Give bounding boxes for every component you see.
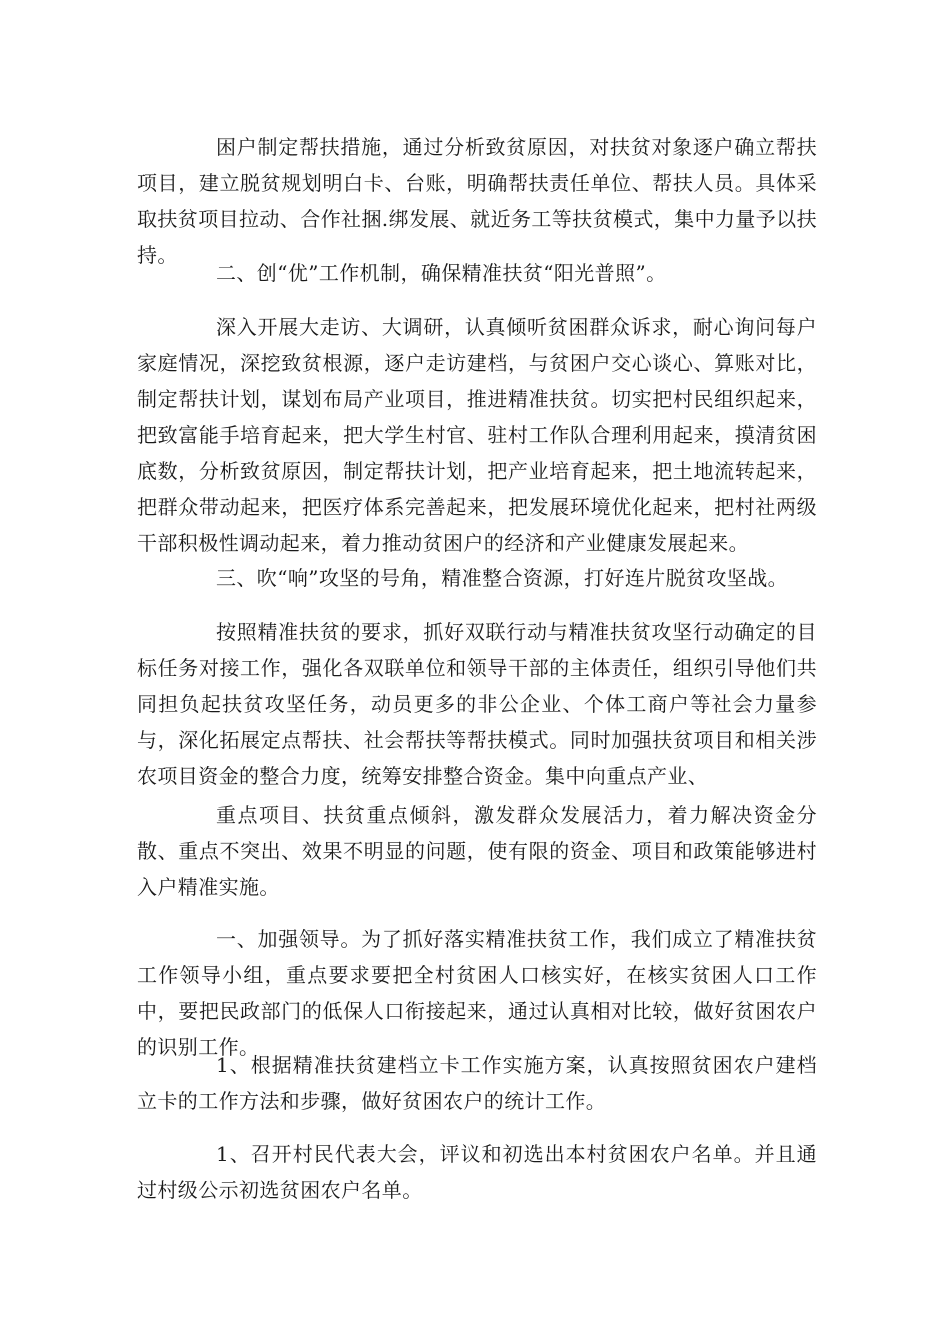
paragraph-8: 1、根据精准扶贫建档立卡工作实施方案，认真按照贫困农户建档立卡的工作方法和步骤，做好贫困农户的统计工作。 [137, 1053, 817, 1113]
section-heading-2: 二、创“优”工作机制，确保精准扶贫“阳光普照”。 [216, 261, 667, 285]
paragraph-3: 深入开展大走访、大调研，认真倾听贫困群众诉求，耐心询问每户家庭情况，深挖致贫根源，逐户走访建档，与贫困户交心谈心、算账对比，制定帮扶计划，谋划布局产业项目，推进精准扶贫。切实把村民组织起来，把致富能手培育起来，把大学生村官、驻村工作队合理利用起来，摸清贫困底数，分析致贫原因，制定帮扶计划，把产业培育起来，把土地流转起来，把群众带动起来，把医疗体系完善起来，把发展环境优化起来，把村社两级干部积极性调动起来，着力推动贫困户的经济和产业健康发展起来。 [137, 315, 817, 555]
paragraph-7: 一、加强领导。为了抓好落实精准扶贫工作，我们成立了精准扶贫工作领导小组，重点要求要把全村贫困人口核实好，在核实贫困人口工作中，要把民政部门的低保人口衔接起来，通过认真相对比较，做好贫困农户的识别工作。 [137, 927, 817, 1059]
paragraph-6: 重点项目、扶贫重点倾斜，激发群众发展活力，着力解决资金分散、重点不突出、效果不明显的问题，使有限的资金、项目和政策能够进村入户精准实施。 [137, 803, 817, 899]
paragraph-5: 按照精准扶贫的要求，抓好双联行动与精准扶贫攻坚行动确定的目标任务对接工作，强化各双联单位和领导干部的主体责任，组织引导他们共同担负起扶贫攻坚任务，动员更多的非公企业、个体工商户等社会力量参与，深化拓展定点帮扶、社会帮扶等帮扶模式。同时加强扶贫项目和相关涉农项目资金的整合力度，统筹安排整合资金。集中向重点产业、 [137, 620, 817, 788]
paragraph-9: 1、召开村民代表大会，评议和初选出本村贫困农户名单。并且通过村级公示初选贫困农户名单。 [137, 1142, 817, 1202]
section-heading-3: 三、吹“响”攻坚的号角，精准整合资源，打好连片脱贫攻坚战。 [216, 566, 789, 590]
paragraph-1: 困户制定帮扶措施，通过分析致贫原因，对扶贫对象逐户确立帮扶项目，建立脱贫规划明白卡、台账，明确帮扶责任单位、帮扶人员。具体采取扶贫项目拉动、合作社捆.绑发展、就近务工等扶贫模式，集中力量予以扶持。 [137, 135, 817, 267]
